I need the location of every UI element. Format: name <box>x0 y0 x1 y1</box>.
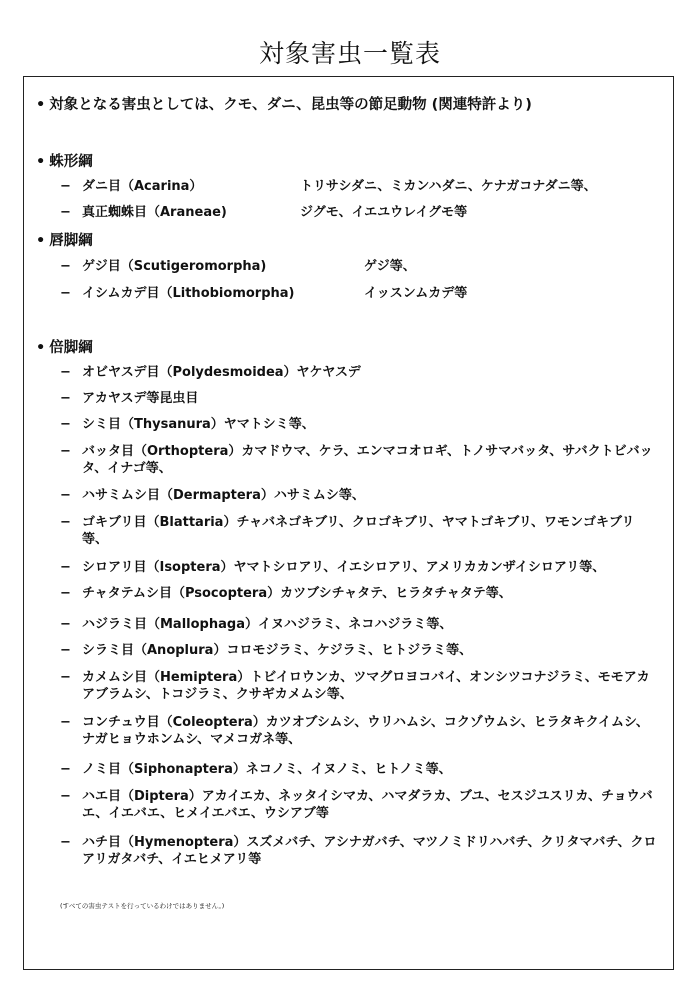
dash: − <box>60 560 71 575</box>
list-item: − チャタテムシ目（Psocoptera）カツブシチャタテ、ヒラタチャタテ等、 <box>60 586 512 601</box>
list-item <box>60 204 660 221</box>
order-name: ゲジ目（Scutigeromorpha) <box>82 259 267 274</box>
intro-line <box>36 93 532 114</box>
dash: − <box>60 789 71 804</box>
dash: − <box>60 715 71 730</box>
dash: − <box>60 259 71 274</box>
footnote: (すべての害虫テストを行っているわけではありません。) <box>60 902 225 910</box>
dash: − <box>60 365 71 380</box>
page-title: 対象害虫一覧表 <box>258 39 441 68</box>
order-name: 真正蜘蛛目（Araneae) <box>82 205 227 220</box>
list-item: − ハジラミ目（Mallophaga）イヌハジラミ、ネコハジラミ等、 <box>60 617 453 632</box>
bullet: • <box>36 233 46 249</box>
dash: − <box>60 205 71 220</box>
list-item: − オビヤスデ目（Polydesmoidea）ヤケヤスデ <box>60 365 361 380</box>
dash: − <box>60 617 71 632</box>
species-list: トリサシダニ、ミカンハダニ、ケナガコナダニ等、 <box>300 179 597 194</box>
list-item: − ノミ目（Siphonaptera）ネコノミ、イヌノミ、ヒトノミ等、 <box>60 762 452 777</box>
bullet: • <box>36 340 46 356</box>
dash: − <box>60 762 71 777</box>
dash: − <box>60 586 71 601</box>
dash: − <box>60 670 71 685</box>
list-item <box>60 258 660 275</box>
bullet: • <box>36 154 46 170</box>
class-heading-chilopoda: • 唇脚綱 <box>36 233 93 249</box>
dash: − <box>60 391 71 406</box>
list-item: − アカヤスデ等昆虫目 <box>60 391 199 406</box>
intro-text: 対象となる害虫としては、クモ、ダニ、昆虫等の節足動物 (関連特許より) <box>49 97 532 113</box>
class-heading-diplopoda: • 倍脚綱 <box>36 340 93 356</box>
dash: − <box>60 515 71 530</box>
order-name: ダニ目（Acarina） <box>82 179 203 194</box>
list-item <box>60 178 660 195</box>
dash: − <box>60 417 71 432</box>
species-list: ジグモ、イエユウレイグモ等 <box>300 205 468 220</box>
list-item: − カメムシ目（Hemiptera）トビイロウンカ、ツマグロヨコバイ、オンシツコナジラミ、モモアカアブラムシ、トコジラミ、クサギカメムシ等、 <box>60 670 650 702</box>
list-item: − ハエ目（Diptera）アカイエカ、ネッタイシマカ、ハマダラカ、ブユ、セスジユスリカ、チョウバエ、イエバエ、ヒメイエバエ、ウシアブ等 <box>60 789 653 821</box>
list-item: − ハサミムシ目（Dermaptera）ハサミムシ等、 <box>60 488 365 503</box>
pest-list-frame <box>23 76 674 970</box>
list-item: − ゴキブリ目（Blattaria）チャバネゴキブリ、クロゴキブリ、ヤマトゴキブリ、ワモンゴキブリ等、 <box>60 515 635 547</box>
dash: − <box>60 286 71 301</box>
list-item: − シラミ目（Anoplura）コロモジラミ、ケジラミ、ヒトジラミ等、 <box>60 643 473 658</box>
list-item <box>60 285 660 302</box>
order-name: イシムカデ目（Lithobiomorpha) <box>82 286 295 301</box>
species-list: ゲジ等、 <box>364 259 416 274</box>
dash: − <box>60 835 71 850</box>
species-list: イッスンムカデ等 <box>364 286 468 301</box>
dash: − <box>60 444 71 459</box>
class-heading-arachnida: • 蛛形綱 <box>36 154 93 170</box>
list-item: − ハチ目（Hymenoptera）スズメバチ、アシナガバチ、マツノミドリハバチ、クリタマバチ、クロアリガタバチ、イエヒメアリ等 <box>60 835 657 867</box>
bullet: • <box>36 97 46 113</box>
list-item: − シロアリ目（Isoptera）ヤマトシロアリ、イエシロアリ、アメリカカンザイシロアリ等、 <box>60 560 606 575</box>
list-item: − コンチュウ目（Coleoptera）カツオブシムシ、ウリハムシ、コクゾウムシ、ヒラタキクイムシ、ナガヒョウホンムシ、マメコガネ等、 <box>60 715 649 747</box>
dash: − <box>60 488 71 503</box>
dash: − <box>60 643 71 658</box>
list-item: − バッタ目（Orthoptera）カマドウマ、ケラ、エンマコオロギ、トノサマバッタ、サバクトビバッタ、イナゴ等、 <box>60 444 653 476</box>
list-item: − シミ目（Thysanura）ヤマトシミ等、 <box>60 417 315 432</box>
dash: − <box>60 179 71 194</box>
